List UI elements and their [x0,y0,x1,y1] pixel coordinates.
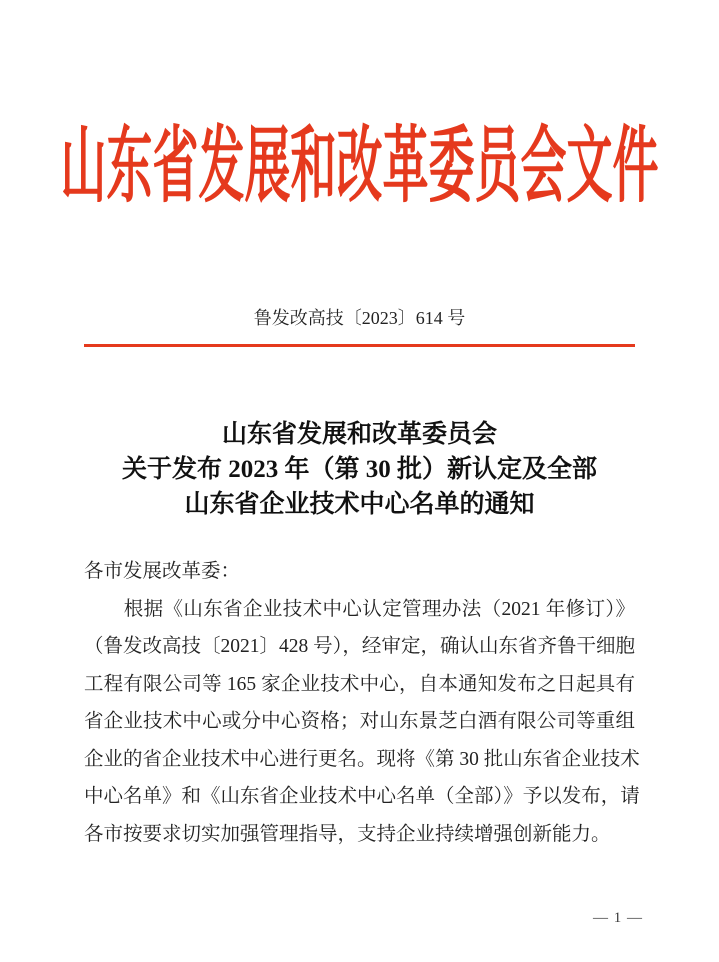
body-line: 省企业技术中心或分中心资格；对山东景芝白酒有限公司等重组 [84,711,635,732]
body-line: 各市发展改革委： [84,561,241,582]
notice-title-line: 山东省企业技术中心名单的通知 [184,491,535,518]
document-number: 鲁发改高技〔2023〕614 号 [253,308,466,328]
notice-title-line: 关于发布 2023 年（第 30 批）新认定及全部 [121,456,597,483]
body-line: 根据《山东省企业技术中心认定管理办法（2021 年修订）》 [84,598,635,620]
body-line: 企业的省企业技术中心进行更名。现将《第 30 批山东省企业技术 [84,748,640,770]
notice-title [0,417,719,522]
page-number: — 1 — [593,910,643,926]
body-line: （鲁发改高技〔2021〕428 号），经审定，确认山东省齐鲁干细胞 [84,636,635,657]
body-line: 工程有限公司等 165 家企业技术中心，自本通知发布之日起具有 [84,673,635,695]
notice-title-line: 山东省发展和改革委员会 [221,421,497,448]
notice-body [84,553,640,853]
body-line: 各市按要求切实加强管理指导，支持企业持续增强创新能力。 [84,823,611,845]
agency-masthead-title: 山东省发展和改革委员会文件 [60,120,659,212]
body-line: 中心名单》和《山东省企业技术中心名单（全部）》予以发布，请 [84,786,640,807]
red-divider-line [84,344,635,347]
